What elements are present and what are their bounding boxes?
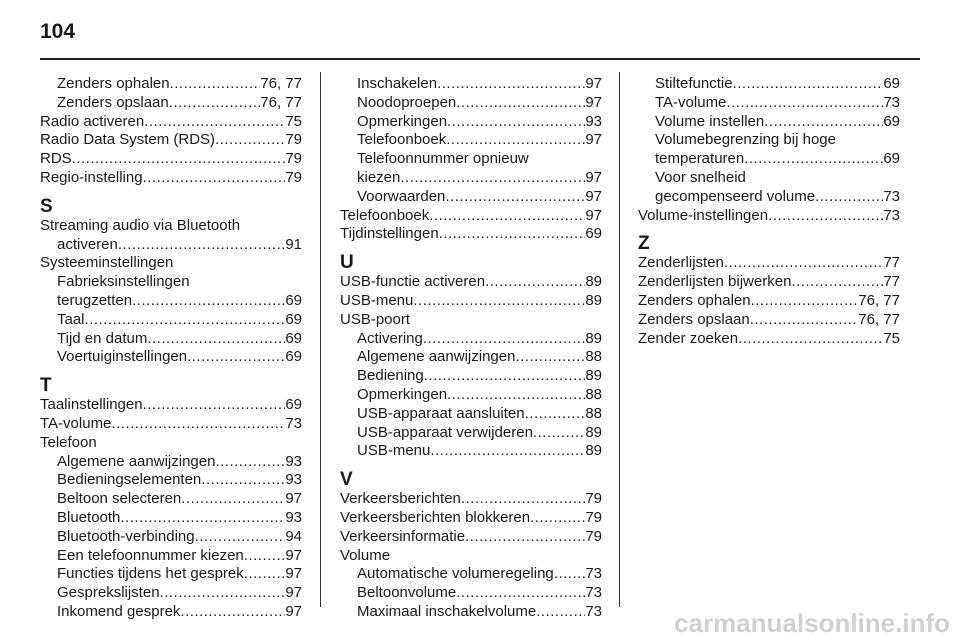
index-entry — [638, 292, 900, 311]
index-entry — [638, 330, 900, 349]
dot-leader — [120, 509, 285, 528]
index-entry-page: 76, 77 — [260, 75, 302, 92]
index-entry-page: 69 — [285, 396, 302, 414]
index-entry — [340, 565, 602, 584]
index-entry — [40, 490, 302, 509]
dot-leader — [400, 169, 585, 188]
dot-leader — [181, 490, 285, 509]
dot-leader — [724, 254, 883, 273]
index-entry — [340, 509, 602, 528]
index-entry-page: 76, 77 — [858, 291, 900, 309]
dot-leader — [143, 396, 286, 415]
index-entry-term: Zenderlijsten — [638, 254, 724, 272]
index-entry-page: 79 — [285, 168, 302, 186]
index-entry-page: 89 — [585, 367, 602, 385]
index-entry-term: Verkeersberichten — [340, 490, 461, 508]
index-entry-page: 97 — [585, 75, 602, 92]
dot-leader — [461, 490, 585, 509]
index-entry-page: 76, 77 — [858, 310, 900, 328]
index-entry-page: 97 — [285, 546, 302, 564]
index-entry-page: 69 — [883, 75, 900, 92]
dot-leader — [465, 528, 585, 547]
dot-leader — [215, 453, 285, 472]
index-entry — [340, 225, 602, 244]
index-entry-page: 75 — [285, 112, 302, 130]
index-column-2 — [340, 75, 602, 622]
index-entry — [40, 150, 302, 169]
index-entry-term: Regio-instelling — [40, 168, 143, 186]
index-entry — [340, 131, 602, 150]
index-entry — [340, 207, 602, 226]
index-entry-page: 79 — [585, 527, 602, 545]
dot-leader — [244, 547, 286, 566]
index-entry — [40, 131, 302, 150]
index-entry-term: Bedieningselementen — [57, 471, 202, 489]
dot-leader — [85, 311, 286, 330]
header-rule — [40, 58, 920, 60]
index-entry-term: USB-menu — [357, 442, 431, 460]
dot-leader — [815, 188, 883, 207]
index-heading: Volume — [340, 546, 391, 564]
index-entry — [340, 386, 602, 405]
index-entry-term: Beltoon selecteren — [57, 490, 182, 508]
dot-leader — [187, 348, 285, 367]
index-entry-term: USB-apparaat aansluiten — [357, 404, 525, 422]
index-entry-page: 93 — [285, 508, 302, 526]
index-entry-term: terugzetten — [57, 291, 133, 309]
index-entry-page: 79 — [585, 508, 602, 526]
section-letter: U — [340, 252, 354, 274]
index-entry-page: 88 — [585, 404, 602, 422]
index-entry-term: Inschakelen — [357, 75, 438, 92]
index-entry-term: gecompenseerd volume — [655, 187, 816, 205]
index-entry-term: RDS — [40, 150, 72, 168]
index-entry-term: Volume instellen — [655, 112, 765, 130]
index-entry — [340, 528, 602, 547]
dot-leader — [533, 424, 585, 443]
dot-leader — [413, 292, 585, 311]
index-entry — [638, 150, 900, 169]
dot-leader — [144, 113, 285, 132]
index-entry-term: Functies tijdens het gesprek — [57, 565, 244, 583]
index-entry-term: Zenders ophalen — [638, 291, 751, 309]
page-number: 104 — [40, 20, 76, 43]
dot-leader — [726, 94, 883, 113]
index-entry-page: 76, 77 — [260, 93, 302, 111]
index-entry — [40, 471, 302, 490]
index-heading: Systeeminstellingen — [40, 254, 174, 272]
index-entry — [340, 442, 602, 461]
index-entry — [40, 113, 302, 132]
index-entry — [40, 415, 302, 434]
dot-leader — [132, 292, 285, 311]
index-entry-term: Taalinstellingen — [40, 396, 143, 414]
dot-leader — [764, 113, 883, 132]
index-entry-page: 97 — [585, 93, 602, 111]
index-entry — [638, 207, 900, 226]
dot-leader — [72, 150, 286, 169]
index-entry — [40, 603, 302, 622]
index-entry-page: 97 — [285, 584, 302, 602]
index-entry-term: TA-volume — [40, 414, 112, 432]
dot-leader — [111, 415, 285, 434]
index-entry-term: USB-menu — [340, 291, 414, 309]
dot-leader — [429, 207, 585, 226]
index-entry — [638, 94, 900, 113]
dot-leader — [201, 471, 285, 490]
index-heading: Streaming audio via Bluetooth — [40, 216, 241, 234]
dot-leader — [530, 509, 585, 528]
index-entry — [340, 273, 602, 292]
index-entry-term: temperaturen — [655, 150, 745, 168]
index-entry-term: Telefoonboek — [357, 131, 447, 149]
index-entry-term: Verkeersinformatie — [340, 527, 466, 545]
dot-leader — [423, 330, 585, 349]
dot-leader — [791, 273, 883, 292]
index-entry-page: 77 — [883, 254, 900, 272]
index-entry-page: 73 — [883, 187, 900, 205]
dot-leader — [424, 367, 586, 386]
index-entry-term: USB-apparaat verwijderen — [357, 423, 533, 441]
index-entry-page: 97 — [285, 490, 302, 508]
index-entry-term: Volume-instellingen — [638, 206, 769, 224]
section-letter: S — [40, 195, 53, 217]
index-entry-page: 89 — [585, 329, 602, 347]
index-entry-term: Telefoonboek — [340, 206, 430, 224]
index-entry — [40, 547, 302, 566]
index-entry — [340, 292, 602, 311]
dot-leader — [160, 584, 286, 603]
index-entry-term: Opmerkingen — [357, 112, 448, 130]
index-entry-term: Voorwaarden — [357, 187, 446, 205]
dot-leader — [738, 330, 883, 349]
index-entry — [40, 348, 302, 367]
index-entry-term: Radio activeren — [40, 112, 145, 130]
index-entry-term: kiezen — [357, 168, 401, 186]
index-entry — [340, 424, 602, 443]
index-entry — [40, 236, 302, 255]
index-entry-page: 97 — [585, 131, 602, 149]
dot-leader — [195, 528, 286, 547]
index-entry-page: 79 — [585, 490, 602, 508]
index-entry — [638, 311, 900, 330]
index-entry — [340, 94, 602, 113]
index-entry — [340, 584, 602, 603]
index-entry — [40, 169, 302, 188]
index-entry — [340, 348, 602, 367]
index-entry — [340, 405, 602, 424]
index-entry — [340, 603, 602, 622]
index-entry-term: Opmerkingen — [357, 385, 448, 403]
dot-leader — [744, 150, 883, 169]
index-heading: USB-poort — [340, 310, 411, 328]
index-entry-term: Stiltefunctie — [655, 75, 733, 92]
index-heading: Telefoonnummer opnieuw — [357, 150, 529, 168]
index-entry-term: Algemene aanwijzingen — [57, 452, 216, 470]
index-entry-term: Algemene aanwijzingen — [357, 348, 516, 366]
index-heading: Fabrieksinstellingen — [57, 273, 190, 291]
index-entry-term: Noodoproepen — [357, 93, 457, 111]
index-entry-page: 69 — [585, 225, 602, 243]
index-entry-term: Zenders opslaan — [638, 310, 750, 328]
index-entry-page: 89 — [585, 273, 602, 291]
dot-leader — [447, 386, 585, 405]
section-letter: Z — [638, 233, 650, 255]
index-entry-page: 69 — [883, 112, 900, 130]
index-column-3 — [638, 75, 900, 348]
index-entry-term: Tijd en datum — [57, 329, 148, 347]
index-entry — [40, 509, 302, 528]
dot-leader — [147, 330, 285, 349]
index-entry-term: Voertuiginstellingen — [57, 348, 188, 366]
index-entry-page: 93 — [285, 471, 302, 489]
index-entry-term: Beltoonvolume — [357, 584, 457, 602]
index-entry-term: Activering — [357, 329, 423, 347]
index-entry-page: 79 — [285, 150, 302, 168]
index-entry-term: Taal — [57, 310, 85, 328]
index-entry-term: Verkeersberichten blokkeren — [340, 508, 531, 526]
index-entry — [638, 273, 900, 292]
index-entry — [40, 396, 302, 415]
section-letter: T — [40, 375, 52, 397]
index-entry — [40, 565, 302, 584]
index-entry — [40, 528, 302, 547]
dot-leader — [446, 131, 585, 150]
index-entry-page: 69 — [285, 291, 302, 309]
index-entry — [40, 94, 302, 113]
index-entry-term: TA-volume — [655, 93, 727, 111]
index-entry-page: 69 — [285, 310, 302, 328]
index-entry-page: 75 — [883, 329, 900, 347]
dot-leader — [180, 603, 285, 622]
column-divider-1 — [320, 72, 321, 607]
index-entry-page: 88 — [585, 385, 602, 403]
index-entry — [340, 330, 602, 349]
dot-leader — [536, 603, 585, 622]
index-entry-page: 97 — [585, 206, 602, 224]
index-entry-term: activeren — [57, 235, 118, 253]
dot-leader — [447, 113, 585, 132]
index-heading: Volumebegrenzing bij hoge — [655, 131, 836, 149]
dot-leader — [456, 94, 585, 113]
index-entry-page: 79 — [285, 131, 302, 149]
index-entry — [340, 490, 602, 509]
index-entry — [40, 453, 302, 472]
index-entry — [638, 113, 900, 132]
index-entry — [40, 75, 302, 94]
index-entry-page: 94 — [285, 527, 302, 545]
index-entry-term: Zenders ophalen — [57, 75, 170, 92]
index-column-1 — [40, 75, 302, 622]
index-entry-page: 73 — [585, 584, 602, 602]
dot-leader — [751, 292, 859, 311]
dot-leader — [515, 348, 585, 367]
index-entry — [638, 188, 900, 207]
index-entry-page: 88 — [585, 348, 602, 366]
dot-leader — [169, 94, 261, 113]
index-entry-term: Inkomend gesprek — [57, 602, 181, 620]
index-entry — [40, 584, 302, 603]
index-entry-term: Maximaal inschakelvolume — [357, 602, 537, 620]
index-entry-page: 97 — [285, 602, 302, 620]
dot-leader — [437, 75, 585, 94]
index-entry-page: 69 — [883, 150, 900, 168]
section-letter: V — [340, 469, 353, 491]
index-entry — [40, 330, 302, 349]
index-entry-term: Radio Data System (RDS) — [40, 131, 216, 149]
dot-leader — [170, 75, 261, 94]
index-entry-page: 89 — [585, 423, 602, 441]
index-entry-page: 73 — [285, 414, 302, 432]
index-entry-page: 91 — [285, 235, 302, 253]
index-entry-term: Zenders opslaan — [57, 93, 169, 111]
index-heading: Telefoon — [40, 433, 97, 451]
index-entry — [340, 75, 602, 94]
index-entry-page: 73 — [585, 565, 602, 583]
dot-leader — [456, 584, 585, 603]
index-entry-page: 89 — [585, 291, 602, 309]
index-entry — [40, 311, 302, 330]
index-entry-page: 97 — [285, 565, 302, 583]
index-heading: Voor snelheid — [655, 168, 746, 186]
index-entry-page: 89 — [585, 442, 602, 460]
dot-leader — [525, 405, 586, 424]
index-entry — [340, 169, 602, 188]
index-entry-page: 73 — [883, 93, 900, 111]
index-entry-page: 69 — [285, 348, 302, 366]
index-entry-term: USB-functie activeren — [340, 273, 486, 291]
index-entry-term: Bluetooth-verbinding — [57, 527, 195, 545]
index-entry-term: Automatische volumeregeling — [357, 565, 554, 583]
dot-leader — [554, 565, 586, 584]
index-entry-page: 73 — [585, 602, 602, 620]
index-entry-term: Bluetooth — [57, 508, 121, 526]
dot-leader — [750, 311, 859, 330]
index-entry-term: Tijdinstellingen — [340, 225, 439, 243]
column-divider-2 — [619, 72, 620, 607]
index-entry-page: 93 — [285, 452, 302, 470]
index-entry-term: Zender zoeken — [638, 329, 739, 347]
index-entry-page: 93 — [585, 112, 602, 130]
index-entry — [340, 113, 602, 132]
dot-leader — [143, 169, 286, 188]
dot-leader — [215, 131, 285, 150]
index-entry — [638, 75, 900, 94]
index-entry-page: 69 — [285, 329, 302, 347]
index-entry-page: 77 — [883, 273, 900, 291]
dot-leader — [244, 565, 286, 584]
index-entry — [638, 254, 900, 273]
dot-leader — [733, 75, 884, 94]
index-entry — [40, 292, 302, 311]
index-entry-page: 73 — [883, 206, 900, 224]
watermark: carmanualsonline.info — [674, 608, 950, 638]
dot-leader — [430, 442, 585, 461]
dot-leader — [439, 225, 586, 244]
index-entry-term: Bediening — [357, 367, 424, 385]
index-entry-term: Zenderlijsten bijwerken — [638, 273, 792, 291]
index-entry-term: Gesprekslijsten — [57, 584, 160, 602]
dot-leader — [768, 207, 883, 226]
dot-leader — [485, 273, 585, 292]
index-entry-page: 97 — [585, 168, 602, 186]
index-entry — [340, 367, 602, 386]
index-entry — [340, 188, 602, 207]
index-entry-term: Een telefoonnummer kiezen — [57, 546, 244, 564]
index-entry-page: 97 — [585, 187, 602, 205]
dot-leader — [445, 188, 585, 207]
dot-leader — [118, 236, 285, 255]
